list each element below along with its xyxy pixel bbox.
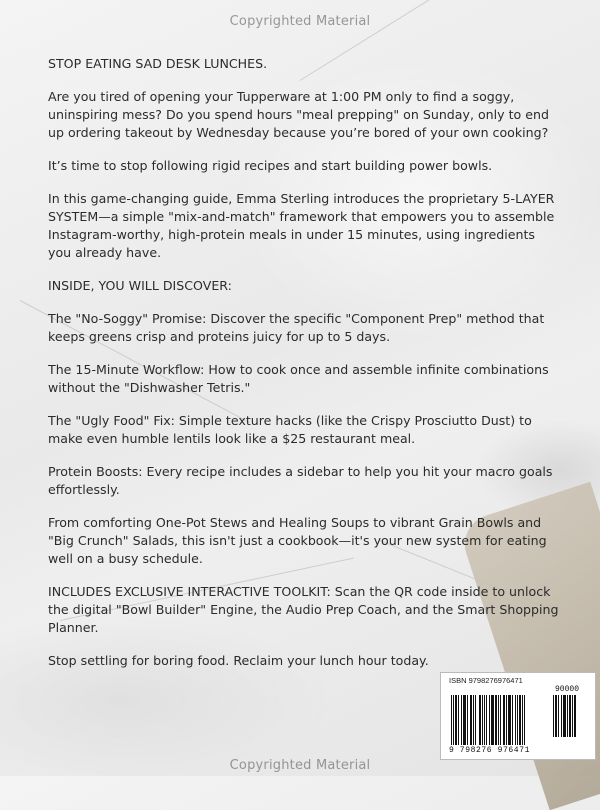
copyright-watermark-bottom: Copyrighted Material [229, 758, 371, 773]
toolkit-paragraph: INCLUDES EXCLUSIVE INTERACTIVE TOOLKIT: Scan the QR code inside to unlock the digital "Bowl Builder" Engine, the Audio Prep Coach, and the Smart Shopping Planner. [48, 584, 559, 635]
feature-item: The "No-Soggy" Promise: Discover the specific "Component Prep" method that keeps greens crisp and proteins juicy for up to 5 days. [48, 311, 545, 344]
feature-item: The 15-Minute Workflow: How to cook once and assemble infinite combinations without the "Dishwasher Tetris." [48, 362, 549, 395]
barcode-addon-bars [553, 695, 587, 737]
intro-paragraph: Are you tired of opening your Tupperware at 1:00 PM only to find a soggy, uninspiring mess? Do you spend hours "meal prepping" on Sunday, only to end up ordering takeout by Wednesday because you’re bored of your own cooking? [48, 89, 549, 140]
isbn-barcode [440, 672, 596, 760]
intro-paragraph: It’s time to stop following rigid recipes and start building power bowls. [48, 158, 493, 173]
isbn-label: ISBN 9798276976471 [449, 676, 523, 685]
summary-paragraph: From comforting One-Pot Stews and Healing Soups to vibrant Grain Bowls and "Big Crunch" Salads, this isn't just a cookbook—it's your new system for eating well on a busy schedule. [48, 515, 547, 566]
copyright-watermark-top: Copyrighted Material [229, 14, 371, 29]
feature-item: Protein Boosts: Every recipe includes a sidebar to help you hit your macro goals effortlessly. [48, 464, 553, 497]
description-paragraph: In this game-changing guide, Emma Sterling introduces the proprietary 5-LAYER SYSTEM—a simple "mix-and-match" framework that empowers you to assemble Instagram-worthy, high-protein meals in under 15 minutes, using ingredients you already have. [48, 191, 555, 260]
isbn-digits: 9 798276 976471 [449, 746, 531, 755]
feature-item: The "Ugly Food" Fix: Simple texture hacks (like the Crispy Prosciutto Dust) to make even humble lentils look like a $25 restaurant meal. [48, 413, 532, 446]
headline: STOP EATING SAD DESK LUNCHES. [48, 56, 268, 71]
barcode-bar [524, 695, 525, 745]
barcode-bar [576, 695, 577, 737]
back-cover-text [48, 55, 560, 685]
section-heading: INSIDE, YOU WILL DISCOVER: [48, 278, 232, 293]
barcode-bars [451, 695, 543, 745]
price-code: 90000 [555, 685, 580, 694]
closing-line: Stop settling for boring food. Reclaim your lunch hour today. [48, 653, 429, 668]
